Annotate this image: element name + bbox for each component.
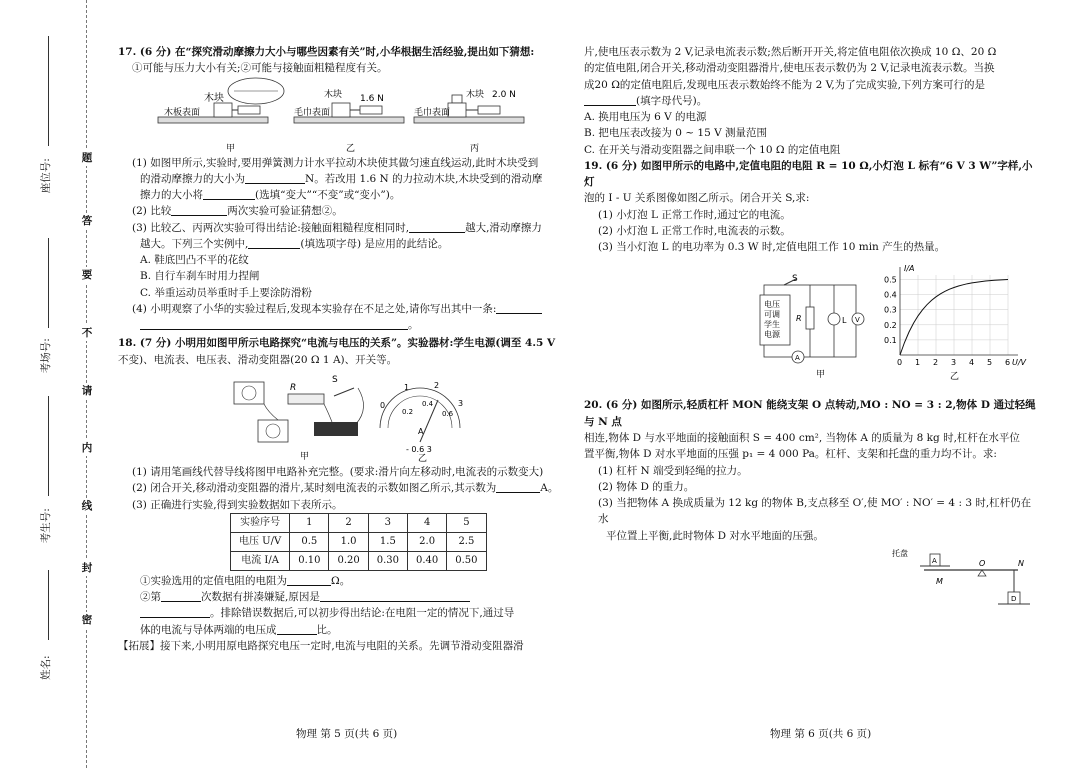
q17-friction-diagram <box>118 77 566 155</box>
q17-part2: (2) 比较 两次实验可验证猜想②。 <box>132 205 343 218</box>
q20-stem-3: 置平衡,物体 D 对水平地面的压强 p₁ = 4 000 Pa。杠杆、支架和托盘的重力均不计。求: <box>584 448 997 461</box>
q18-part2: (2) 闭合开关,移动滑动变阻器的滑片,某时刻电流表的示数如图乙所示,其示数为 A。 <box>132 482 559 495</box>
seal-char: 答 <box>80 213 94 229</box>
y-tick-label: 0.4 <box>884 291 897 301</box>
q19-a-label: A <box>795 354 800 363</box>
q18-stem-cont: 不变)、电流表、电压表、滑动变阻器(20 Ω 1 A)、开关等。 <box>118 353 398 366</box>
answer-blank[interactable] <box>584 95 636 106</box>
q18-sub1: ①实验选用的定值电阻的电阻为 Ω。 <box>140 574 351 587</box>
q19-part2: (2) 小灯泡 L 正常工作时,电流表的示数。 <box>598 224 791 237</box>
seal-char: 内 <box>80 440 94 456</box>
q18-cap-yi: 乙 <box>418 453 428 464</box>
table-cell: 1 <box>290 513 329 532</box>
table-cell: 0.30 <box>368 551 407 570</box>
seal-char: 密 <box>80 612 94 628</box>
q20-part2: (2) 物体 D 的重力。 <box>598 480 695 493</box>
q20-d-label: D <box>1011 594 1017 603</box>
q19-part3: (3) 当小灯泡 L 的电功率为 0.3 W 时,定值电阻工作 10 min 产生的热量。 <box>598 241 946 254</box>
q17-cap-bing: 丙 <box>470 143 480 154</box>
q17-part4-line: 。 <box>118 317 566 333</box>
q17-yi-wood: 木块 <box>324 89 343 100</box>
q17-jia-wood: 木块 <box>204 92 224 104</box>
q18-figure <box>118 368 566 464</box>
q18-meter-top-3: 3 <box>458 398 464 408</box>
q17-bing-wood: 木块 <box>466 89 485 100</box>
q20-figure <box>584 544 1036 614</box>
candidate-number-label: 考生号: <box>40 508 53 544</box>
answer-blank[interactable] <box>287 575 331 586</box>
q17-hypotheses: ①可能与压力大小有关;②可能与接触面粗糙程度有关。 <box>132 62 388 75</box>
q20-part1: (1) 杠杆 N 端受到轻绳的拉力。 <box>598 464 748 477</box>
table-cell: 0.20 <box>329 551 368 570</box>
seal-char: 请 <box>80 383 94 399</box>
table-cell: 1.5 <box>368 532 407 551</box>
q18-ext-cont-1: 片,使电压表示数为 2 V,记录电流表示数;然后断开开关,将定值电阻依次换成 10 Ω、20 Ω <box>584 46 997 58</box>
name-field[interactable] <box>48 570 49 640</box>
x-tick-label: 5 <box>987 358 993 368</box>
answer-blank[interactable] <box>248 238 300 249</box>
q18-meter-top-2: 2 <box>434 380 440 390</box>
q20-stem: 20. (6 分) 如图所示,轻质杠杆 MON 能绕支架 O 点转动,MO : NO = 3 : 2,物体 D 通过轻绳与 N 点 <box>584 399 1036 428</box>
q18-ext-option-a: A. 换用电压为 6 V 的电源 <box>584 111 707 124</box>
q20-o-label: O <box>979 558 986 568</box>
footer-page-6: 物理 第 6 页(共 6 页) <box>770 728 872 740</box>
q17-bing-surface: 毛巾表面 <box>414 107 451 118</box>
q18-ext-cont-4: (填字母代号)。 <box>584 93 1036 109</box>
answer-blank[interactable] <box>320 591 470 602</box>
q17-part4: (4) 小明观察了小华的实验过程后,发现本实验存在不足之处,请你写出其中一条: <box>118 301 566 317</box>
x-tick-label: 2 <box>933 358 939 368</box>
answer-blank[interactable] <box>496 303 542 314</box>
table-cell: 2.5 <box>447 532 486 551</box>
q17-part1a: (1) 如图甲所示,实验时,要用弹簧测力计水平拉动木块使其做匀速直线运动,此时木块受到 <box>132 156 539 169</box>
x-tick-label: 4 <box>969 358 975 368</box>
y-axis-label: I/A <box>904 264 915 274</box>
table-cell: 3 <box>368 513 407 532</box>
x-tick-label: 1 <box>915 358 921 368</box>
q17-jia-surface: 木板表面 <box>164 107 201 118</box>
q17-part1b: 的滑动摩擦力的大小为 N。若改用 1.6 N 的力拉动木块,木块受到的滑动摩 <box>140 172 543 185</box>
q18-circuit-diagram <box>118 368 566 464</box>
exam-room-label: 考场号: <box>40 338 53 374</box>
q19-source-1: 电压 <box>764 300 780 310</box>
q17-cap-yi: 乙 <box>346 143 356 154</box>
table-row <box>231 551 487 570</box>
q20-tray-label: 托盘 <box>892 548 908 558</box>
left-column <box>118 44 566 654</box>
q18-sub2: ②第 次数据有拼凑嫌疑,原因是 <box>118 589 566 605</box>
q20-m-label: M <box>936 576 943 586</box>
q19-iu-graph <box>884 264 1027 381</box>
q17-part1c: 擦力的大小将 (选填“变大”“不变”或“变小”)。 <box>140 189 401 202</box>
q18-stem: 18. (7 分) 小明用如图甲所示电路探究“电流与电压的关系”。实验器材:学生电源(调至 4.5 V <box>118 337 556 350</box>
q17-option-c: C. 举重运动员举重时手上要涂防滑粉 <box>140 286 312 299</box>
table-cell: 5 <box>447 513 486 532</box>
q19-source-4: 电源 <box>764 330 780 340</box>
q20-n-label: N <box>1018 558 1024 568</box>
q18-meter-bottom-1: 0.2 <box>402 407 414 416</box>
q19-source-2: 可调 <box>764 310 780 320</box>
q19-l-label: L <box>842 316 847 326</box>
right-column <box>584 44 1036 614</box>
q18-ext-cont-2: 的定值电阻,闭合开关,移动滑动变阻器滑片,使电压表示数仍为 2 V,记录电流表示数。当换 <box>584 62 995 75</box>
q17-part3a: (3) 比较乙、丙两次实验可得出结论:接触面粗糙程度相同时, 越大,滑动摩擦力 <box>132 221 542 234</box>
q19-part1: (1) 小灯泡 L 正常工作时,通过它的电流。 <box>598 208 791 221</box>
q17-part3b: 越大。下列三个实例中, (填选项字母) 是应用的此结论。 <box>140 237 449 250</box>
name-label: 姓名: <box>40 655 53 681</box>
q17-yi-surface: 毛巾表面 <box>294 107 331 118</box>
q19-cap-jia: 甲 <box>816 370 826 381</box>
table-cell: 0.5 <box>290 532 329 551</box>
binding-margin <box>0 0 100 768</box>
q18-data-table <box>230 513 487 571</box>
q20-a-label: A <box>932 556 937 565</box>
q17-cap-jia: 甲 <box>226 143 236 154</box>
q20-stem-2: 相连,物体 D 与水平地面的接触面积 S = 400 cm², 当物体 A 的质量为 8 kg 时,杠杆在水平位 <box>584 431 1020 444</box>
seal-char: 封 <box>80 560 94 576</box>
table-cell: 4 <box>408 513 447 532</box>
table-row <box>231 513 487 532</box>
q17-yi-force: 1.6 N <box>360 93 384 104</box>
q18-ext-cont-3: 成20 Ω的定值电阻后,发现电压表示数始终不能为 2 V,为了完成实验,下列方案可行的是 <box>584 78 986 91</box>
q17-bing-force: 2.0 N <box>492 89 516 100</box>
q18-s-label: S <box>332 374 338 385</box>
q18-r-label: R <box>290 382 297 393</box>
q17-figure <box>118 77 566 155</box>
q17-option-a: A. 鞋底凹凸不平的花纹 <box>140 254 249 267</box>
q18-meter-top-1: 1 <box>404 382 410 392</box>
y-tick-label: 0.3 <box>884 306 897 316</box>
q19-cap-yi: 乙 <box>950 372 960 382</box>
answer-blank[interactable] <box>203 189 255 200</box>
seal-char: 不 <box>80 325 94 341</box>
q18-sub2-end: 体的电流与导体两端的电压成 比。 <box>140 623 338 636</box>
answer-blank[interactable] <box>161 591 201 602</box>
answer-blank[interactable] <box>496 482 540 493</box>
q19-r-label: R <box>796 314 802 324</box>
q19-source-3: 学生 <box>764 320 780 330</box>
exam-room-field[interactable] <box>48 238 49 328</box>
table-cell: 1.0 <box>329 532 368 551</box>
q18-meter-terminals: - 0.6 3 <box>406 444 432 454</box>
answer-blank[interactable] <box>140 607 210 618</box>
q20-part3b: 平位置上平衡,此时物体 D 对水平地面的压强。 <box>606 529 824 542</box>
q17-option-b: B. 自行车刹车时用力捏闸 <box>140 270 260 283</box>
y-tick-label: 0.2 <box>884 321 897 331</box>
q20-lever-diagram <box>584 544 1036 614</box>
q18-meter-bottom-2: 0.4 <box>422 399 434 408</box>
answer-blank[interactable] <box>245 173 305 184</box>
table-cell: 0.10 <box>290 551 329 570</box>
seat-number-field[interactable] <box>48 36 49 146</box>
table-cell: 0.40 <box>408 551 447 570</box>
q18-ext-option-b: B. 把电压表改接为 0 ~ 15 V 测量范围 <box>584 127 768 140</box>
table-row-header: 电流 I/A <box>231 551 290 570</box>
q20-part3a: (3) 当把物体 A 换成质量为 12 kg 的物体 B,支点移至 O′,使 MO′ : NO′ = 4 : 3 时,杠杆仍在水 <box>598 497 1032 526</box>
answer-blank[interactable] <box>140 319 408 330</box>
answer-blank[interactable] <box>277 624 317 635</box>
seal-char: 要 <box>80 267 94 283</box>
x-tick-label: 0 <box>897 358 903 368</box>
candidate-number-field[interactable] <box>48 396 49 496</box>
answer-blank[interactable] <box>409 222 465 233</box>
table-row-header: 电压 U/V <box>231 532 290 551</box>
y-tick-label: 0.1 <box>884 336 897 346</box>
footer-page-5: 物理 第 5 页(共 6 页) <box>296 728 398 740</box>
seat-number-label: 座位号: <box>40 158 53 194</box>
q18-meter-zero: 0 <box>380 400 386 410</box>
q18-part3: (3) 正确进行实验,得到实验数据如下表所示。 <box>132 498 343 511</box>
q18-ext-option-c: C. 在开关与滑动变阻器之间串联一个 10 Ω 的定值电阻 <box>584 143 841 156</box>
q19-stem: 19. (6 分) 如图甲所示的电路中,定值电阻的电阻 R = 10 Ω,小灯泡 L 标有“6 V 3 W”字样,小灯 <box>584 159 1033 189</box>
x-axis-label: U/V <box>1012 358 1027 368</box>
q18-sub2-cont: 。排除错误数据后,可以初步得出结论:在电阻一定的情况下,通过导 <box>118 605 566 621</box>
q18-part1: (1) 请用笔画线代替导线将图甲电路补充完整。(要求:滑片向左移动时,电流表的示数变大) <box>132 465 544 478</box>
q19-v-label: V <box>855 316 860 325</box>
table-cell: 2.0 <box>408 532 447 551</box>
x-tick-label: 3 <box>951 358 957 368</box>
q18-extension: 【拓展】接下来,小明用原电路探究电压一定时,电流与电阻的关系。先调节滑动变阻器滑 <box>118 639 524 652</box>
table-row <box>231 532 487 551</box>
q18-meter-bottom-3: 0.6 <box>442 409 454 418</box>
q17-stem: 17. (6 分) 在“探究滑动摩擦力大小与哪些因素有关”时,小华根据生活经验,提出如下猜想: <box>118 46 535 58</box>
seal-char: 题 <box>80 150 94 166</box>
q18-meter-unit: A <box>418 426 424 436</box>
q19-stem-cont: 泡的 I - U 关系图像如图乙所示。闭合开关 S,求: <box>584 192 810 205</box>
q19-circuit-and-graph <box>584 255 1036 381</box>
q19-figure <box>584 255 1036 381</box>
table-row-header: 实验序号 <box>231 513 290 532</box>
y-tick-label: 0.5 <box>884 275 897 285</box>
answer-blank[interactable] <box>171 205 227 216</box>
table-cell: 2 <box>329 513 368 532</box>
q18-cap-jia: 甲 <box>300 451 310 462</box>
q19-s-label: S <box>792 274 798 285</box>
x-tick-label: 6 <box>1005 358 1011 368</box>
table-cell: 0.50 <box>447 551 486 570</box>
seal-char: 线 <box>80 498 94 514</box>
